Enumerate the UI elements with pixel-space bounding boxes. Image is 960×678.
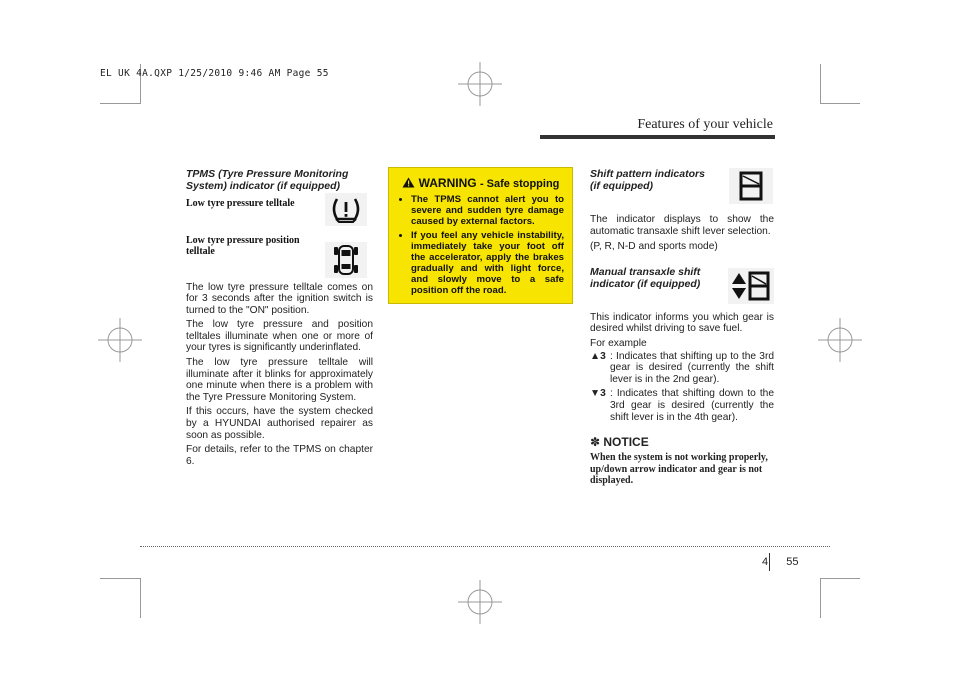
- manual-shift-text: This indicator informs you which gear is desired whilst driving to save fuel.: [590, 311, 774, 335]
- chapter-number: 4: [762, 556, 769, 568]
- notice-body: When the system is not working properly, up/down arrow indicator and gear is not displayed.: [590, 452, 768, 487]
- footer-divider: [140, 546, 830, 547]
- crop-mark: [820, 64, 821, 104]
- registration-target-icon: [458, 62, 502, 106]
- warning-title: [389, 176, 572, 190]
- tyre-position-car-icon: [325, 242, 367, 278]
- tpms-paragraph: If this occurs, have the system checked by a HYUNDAI authorised repairer as soon as possible.: [186, 406, 373, 441]
- registration-target-icon: [458, 580, 502, 624]
- print-slug: EL UK 4A.QXP 1/25/2010 9:46 AM Page 55: [100, 68, 329, 79]
- warning-item: • If you feel any vehicle instability, immediately take your foot off the accelerator, apply the brakes gradually and with light force, and slowly move to a safe position off the road.: [411, 230, 564, 296]
- downshift-glyph: ▼3: [590, 388, 606, 400]
- page-number-value: 55: [786, 556, 799, 568]
- shift-indicator-section: [590, 168, 774, 487]
- manual-shift-arrows-icon: [728, 268, 774, 304]
- section-title: Features of your vehicle: [637, 117, 773, 132]
- tpms-paragraph: The low tyre pressure telltale will illuminate after it blinks for approximately one minute when there is a problem with the Tyre Pressure Monitoring System.: [186, 357, 373, 403]
- tpms-paragraph: For details, refer to the TPMS on chapter 6.: [186, 444, 373, 467]
- shift-pattern-heading: Shift pattern indicators (if equipped): [590, 168, 705, 192]
- shift-modes-text: (P, R, N-D and sports mode): [590, 241, 718, 253]
- crop-mark: [820, 103, 860, 104]
- warning-item: • The TPMS cannot alert you to severe and sudden tyre damage caused by external factors.: [411, 194, 564, 227]
- downshift-text: : Indicates that shifting down to the 3rd gear is desired (currently the shift lever is in the 4th gear).: [610, 388, 774, 423]
- registration-target-icon: [818, 318, 862, 362]
- header-rule: [540, 135, 775, 139]
- notice-title: ✽ NOTICE: [590, 435, 649, 450]
- warning-triangle-icon: [402, 177, 415, 188]
- example-label: For example: [590, 337, 647, 349]
- crop-mark: [100, 103, 140, 104]
- telltale-2-label: Low tyre pressure position telltale: [186, 234, 300, 257]
- telltale-1-label: Low tyre pressure telltale: [186, 198, 295, 209]
- upshift-glyph: ▲3: [590, 350, 606, 362]
- page-number-divider: [769, 553, 770, 571]
- registration-target-icon: [98, 318, 142, 362]
- tyre-pressure-warning-icon: [325, 193, 367, 226]
- crop-mark: [100, 578, 140, 579]
- warning-list: [389, 194, 572, 296]
- manual-shift-heading: Manual transaxle shift indicator (if equipped): [590, 265, 701, 290]
- tpms-heading: TPMS (Tyre Pressure Monitoring System) indicator (if equipped): [186, 168, 349, 192]
- example-upshift: [590, 351, 774, 386]
- shift-pattern-display-icon: [729, 168, 773, 204]
- crop-mark: [820, 578, 821, 618]
- warning-box: [388, 167, 573, 304]
- tpms-paragraph: The low tyre pressure and position telltales illuminate when one or more of your tyres is significantly underinflated.: [186, 319, 373, 354]
- shift-pattern-text: The indicator displays to show the automatic transaxle shift lever selection.: [590, 214, 774, 237]
- page-number: [762, 556, 799, 568]
- warning-subtitle: - Safe stopping: [479, 178, 560, 190]
- example-downshift: [590, 388, 774, 423]
- crop-mark: [820, 578, 860, 579]
- tpms-body: [186, 282, 373, 468]
- warning-title-text: WARNING: [418, 176, 477, 190]
- crop-mark: [140, 578, 141, 618]
- tpms-paragraph: The low tyre pressure telltale comes on for 3 seconds after the ignition switch is turned to the "ON" position.: [186, 281, 373, 316]
- upshift-text: : Indicates that shifting up to the 3rd gear is desired (currently the shift lever is in the 2nd gear).: [610, 350, 774, 385]
